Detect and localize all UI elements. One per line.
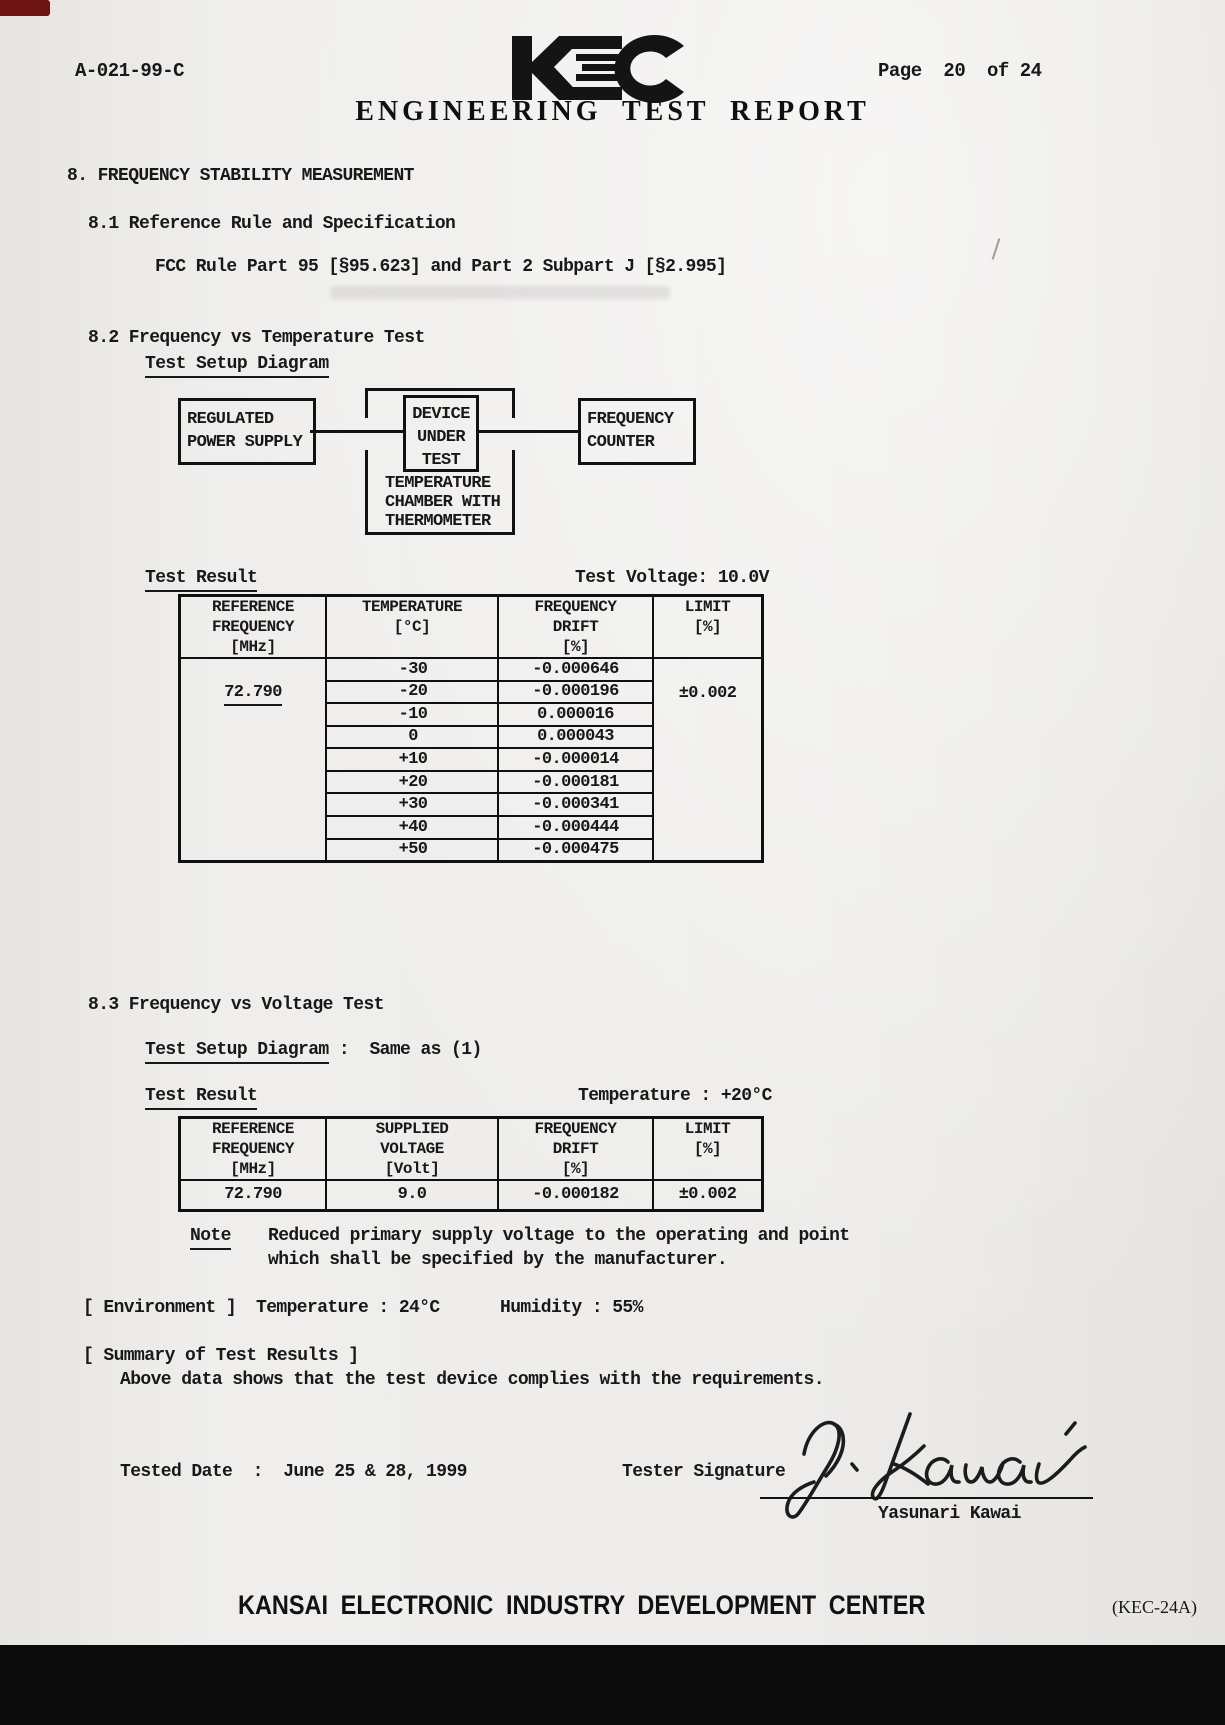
report-title: ENGINEERING TEST REPORT <box>355 96 870 127</box>
table-row <box>327 817 652 840</box>
temperature-cell: -10 <box>398 704 428 724</box>
dut-label-line3: TEST <box>421 451 461 470</box>
chamber-border-left-lower <box>365 450 368 535</box>
test-setup-diagram-label: Test Setup Diagram <box>145 354 329 378</box>
table2-header-divider <box>181 1179 761 1181</box>
summary-label: [ Summary of Test Results ] <box>83 1346 359 1366</box>
logo-letter-e-bars <box>568 36 622 100</box>
section-8-heading: 8. FREQUENCY STABILITY MEASUREMENT <box>67 166 414 186</box>
chamber-border-top <box>365 388 515 391</box>
temperature-cell: +10 <box>398 750 428 770</box>
chamber-label-line1: TEMPERATURE <box>385 474 491 493</box>
scan-stray-mark <box>992 238 1001 260</box>
regulated-power-supply-box <box>178 398 316 465</box>
table2-header-voltage: SUPPLIED VOLTAGE [Volt] <box>375 1120 449 1178</box>
table-row <box>327 840 652 861</box>
table2-header-drift: FREQUENCY DRIFT [%] <box>534 1120 617 1178</box>
signature-printed-name: Yasunari Kawai <box>878 1504 1021 1524</box>
device-under-test-box <box>403 395 479 472</box>
footer-organization: KANSAI ELECTRONIC INDUSTRY DEVELOPMENT CENTER <box>238 1590 926 1620</box>
section-8-2-heading: 8.2 Frequency vs Temperature Test <box>88 328 425 348</box>
temperature-cell: +30 <box>398 795 428 815</box>
scan-black-band <box>0 1645 1225 1725</box>
limit-value: ±0.002 <box>678 684 737 703</box>
temperature-cell: +20 <box>398 772 428 792</box>
setup-same-as: : Same as (1) <box>328 1040 482 1060</box>
frequency-counter-box <box>578 398 696 465</box>
table2-frequency-value: 72.790 <box>224 1185 282 1204</box>
drift-cell: -0.000646 <box>532 659 619 679</box>
temperature-condition: Temperature : +20°C <box>578 1086 772 1106</box>
temperature-cell: +40 <box>398 817 428 837</box>
note-label: Note <box>190 1226 231 1250</box>
note-line2: which shall be specified by the manufacturer. <box>268 1250 728 1270</box>
table2-header-ref-frequency: REFERENCE FREQUENCY [MHz] <box>212 1120 294 1178</box>
chamber-label-line2: CHAMBER WITH <box>385 493 501 512</box>
chamber-label-line3: THERMOMETER <box>385 512 491 531</box>
test-result-label-1: Test Result <box>145 568 257 592</box>
table2-limit-value: ±0.002 <box>678 1185 737 1204</box>
environment-label: [ Environment ] <box>83 1298 237 1318</box>
environment-humidity: Humidity : 55% <box>500 1298 643 1318</box>
page-indicator: Page 20 of 24 <box>878 60 1042 82</box>
scan-smudge <box>330 286 670 299</box>
dut-label-line1: DEVICE <box>412 405 470 424</box>
section-8-1-heading: 8.1 Reference Rule and Specification <box>88 214 456 234</box>
counter-label-line2: COUNTER <box>587 433 655 452</box>
kec-logo <box>502 31 692 105</box>
test-voltage: Test Voltage: 10.0V <box>575 568 769 588</box>
table1-header-drift: FREQUENCY DRIFT [%] <box>534 598 617 656</box>
tested-date: Tested Date : June 25 & 28, 1999 <box>120 1462 467 1482</box>
temperature-cell: -30 <box>398 659 428 679</box>
drift-cell: -0.000444 <box>532 817 619 837</box>
logo-letter-c <box>615 35 684 103</box>
psu-label-line2: POWER SUPPLY <box>187 433 303 452</box>
reference-frequency-value: 72.790 <box>181 683 325 702</box>
voltage-test-table <box>178 1116 764 1212</box>
doc-number: A-021-99-C <box>75 60 185 82</box>
table2-voltage-value: 9.0 <box>397 1185 427 1204</box>
drift-cell: 0.000043 <box>537 727 614 747</box>
chamber-border-left-upper <box>365 388 368 418</box>
table-row <box>327 794 652 817</box>
counter-label-line1: FREQUENCY <box>587 410 674 429</box>
summary-text: Above data shows that the test device complies with the requirements. <box>120 1370 824 1390</box>
table1-header-ref-frequency: REFERENCE FREQUENCY [MHz] <box>212 598 294 656</box>
note-line1: Reduced primary supply voltage to the operating and point <box>268 1226 850 1246</box>
scan-mark-top-left <box>0 0 50 16</box>
signature-rule <box>760 1497 1093 1499</box>
drift-cell: -0.000475 <box>532 840 619 860</box>
temperature-test-table <box>178 594 764 863</box>
table2-drift-value: -0.000182 <box>532 1185 619 1204</box>
table-row <box>327 704 652 727</box>
chamber-border-right-lower <box>512 450 515 535</box>
chamber-border-right-upper <box>512 388 515 418</box>
psu-label-line1: REGULATED <box>187 410 274 429</box>
test-result-label-2: Test Result <box>145 1086 257 1110</box>
table-row <box>327 772 652 795</box>
table-row <box>327 727 652 750</box>
environment-temperature: Temperature : 24°C <box>256 1298 440 1318</box>
table1-header-limit: LIMIT [%] <box>684 598 731 636</box>
drift-cell: -0.000196 <box>532 682 619 702</box>
temperature-cell: -20 <box>398 682 428 702</box>
footer-form-code: (KEC-24A) <box>1112 1597 1197 1617</box>
temperature-cell: 0 <box>408 727 418 747</box>
tester-signature-label: Tester Signature <box>622 1462 786 1482</box>
fcc-rule-reference: FCC Rule Part 95 [§95.623] and Part 2 Subpart J [§2.995] <box>155 257 727 277</box>
wire-dut-to-counter <box>479 430 578 433</box>
section-8-3-heading: 8.3 Frequency vs Voltage Test <box>88 995 384 1015</box>
table-row <box>327 659 652 682</box>
drift-cell: 0.000016 <box>537 704 614 724</box>
table2-header-limit: LIMIT [%] <box>684 1120 731 1158</box>
dut-label-line2: UNDER <box>416 428 465 447</box>
test-setup-diagram-label-2: Test Setup Diagram <box>145 1040 329 1064</box>
table-row <box>327 749 652 772</box>
drift-cell: -0.000341 <box>532 795 619 815</box>
temperature-cell: +50 <box>398 840 428 860</box>
drift-cell: -0.000181 <box>532 772 619 792</box>
table-row <box>327 682 652 705</box>
table1-header-temperature: TEMPERATURE [°C] <box>361 598 463 636</box>
drift-cell: -0.000014 <box>532 750 619 770</box>
chamber-border-bottom <box>365 532 515 535</box>
wire-psu-to-dut <box>310 430 403 433</box>
